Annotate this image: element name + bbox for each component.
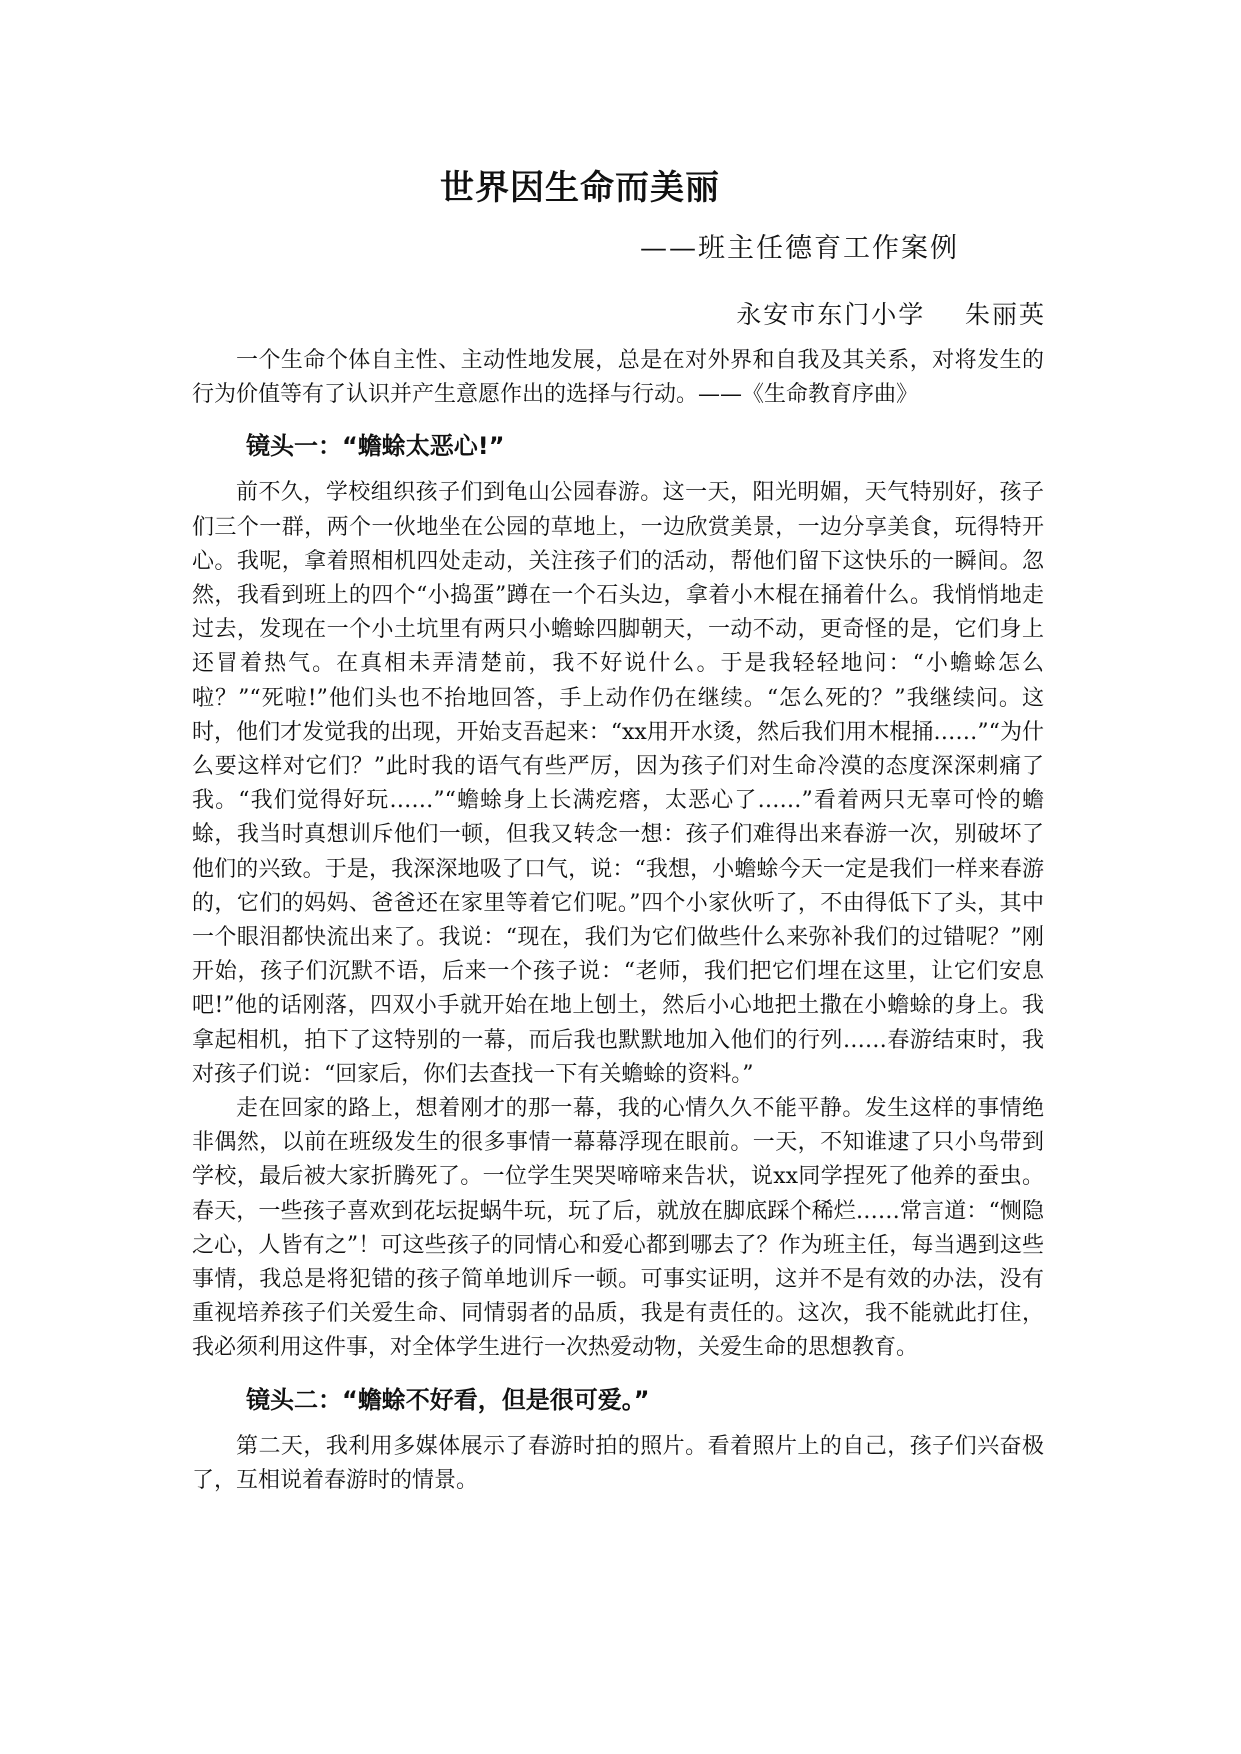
section-1-paragraph-2: 走在回家的路上，想着刚才的那一幕，我的心情久久不能平静。发生这样的事情绝非偶然，以前在班级发生的很多事情一幕幕浮现在眼前。一天，不知谁逮了只小鸟带到学校，最后被大家折腾死了。一位学生哭哭啼啼来告状，说xx同学捏死了他养的蚕虫。春天，一些孩子喜欢到花坛捉蜗牛玩，玩了后，就放在脚底踩个稀烂……常言道：“恻隐之心，人皆有之”！可这些孩子的同情心和爱心都到哪去了？作为班主任，每当遇到这些事情，我总是将犯错的孩子简单地训斥一顿。可事实证明，这并不是有效的办法，没有重视培养孩子们关爱生命、同情弱者的品质，我是有责任的。这次，我不能就此打住，我必须利用这件事，对全体学生进行一次热爱动物，关爱生命的思想教育。 — [192, 1096, 1044, 1361]
section-2-heading: 镜头二：“蟾蜍不好看，但是很可爱。” — [246, 1385, 650, 1414]
document-subtitle: ——班主任德育工作案例 — [640, 233, 959, 264]
document-title: 世界因生命而美丽 — [440, 168, 720, 208]
author-line: 永安市东门小学 朱丽英 — [736, 300, 1046, 329]
section-2-paragraph-1: 第二天，我利用多媒体展示了春游时拍的照片。看着照片上的自己，孩子们兴奋极了，互相说着春游时的情景。 — [192, 1433, 1044, 1493]
section-1-heading: 镜头一：“蟾蜍太恶心!” — [246, 432, 505, 461]
section-1-paragraph-1: 前不久，学校组织孩子们到龟山公园春游。这一天，阳光明媚，天气特别好，孩子们三个一群，两个一伙地坐在公园的草地上，一边欣赏美景，一边分享美食，玩得特开心。我呢，拿着照相机四处走动，关注孩子们的活动，帮他们留下这快乐的一瞬间。忽然，我看到班上的四个“小捣蛋”蹲在一个石头边，拿着小木棍在捅着什么。我悄悄地走过去，发现在一个小土坑里有两只小蟾蜍四脚朝天，一动不动，更奇怪的是，它们身上还冒着热气。在真相未弄清楚前，我不好说什么。于是我轻轻地问：“小蟾蜍怎么啦？”“死啦!”他们头也不抬地回答，手上动作仍在继续。“怎么死的？”我继续问。这时，他们才发觉我的出现，开始支吾起来：“xx用开水烫，然后我们用木棍捅……”“为什么要这样对它们？”此时我的语气有些严厉，因为孩子们对生命冷漠的态度深深刺痛了我。“我们觉得好玩……”“蟾蜍身上长满疙瘩，太恶心了……”看着两只无辜可怜的蟾蜍，我当时真想训斥他们一顿，但我又转念一想：孩子们难得出来春游一次，别破坏了他们的兴致。于是，我深深地吸了口气，说：“我想，小蟾蜍今天一定是我们一样来春游的，它们的妈妈、爸爸还在家里等着它们呢。”四个小家伙听了，不由得低下了头，其中一个眼泪都快流出来了。我说：“现在，我们为它们做些什么来弥补我们的过错呢？”刚开始，孩子们沉默不语，后来一个孩子说：“老师，我们把它们埋在这里，让它们安息吧!”他的话刚落，四双小手就开始在地上刨土，然后小心地把土撒在小蟾蜍的身上。我拿起相机，拍下了这特别的一幕，而后我也默默地加入他们的行列……春游结束时，我对孩子们说：“回家后，你们去查找一下有关蟾蜍的资料。” — [192, 480, 1044, 1087]
document-body — [192, 344, 1044, 1498]
epigraph-quote: 一个生命个体自主性、主动性地发展，总是在对外界和自我及其关系，对将发生的行为价值等有了认识并产生意愿作出的选择与行动。——《生命教育序曲》 — [192, 348, 1044, 408]
